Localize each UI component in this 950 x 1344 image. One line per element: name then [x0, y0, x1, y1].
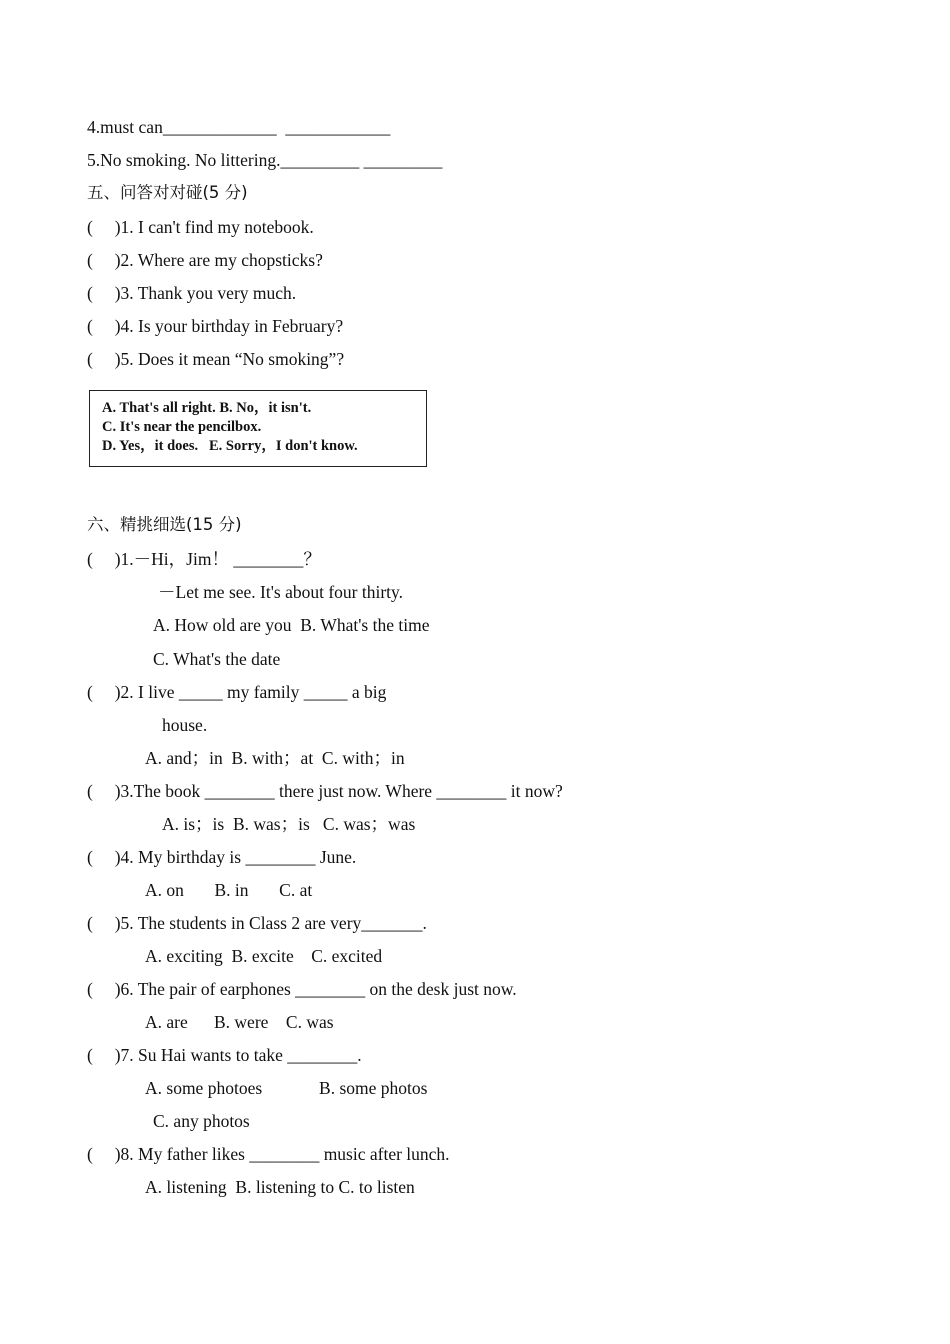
choice-q7-options-c: C. any photos [153, 1111, 250, 1131]
choice-q4-stem: ( )4. My birthday is ________ June. [87, 847, 357, 867]
answer-options-line-2: C. It's near the pencilbox. [102, 419, 262, 435]
fill-item-4: 4.must can_____________ ____________ [87, 117, 391, 137]
choice-q6-stem: ( )6. The pair of earphones ________ on the desk just now. [87, 979, 517, 999]
match-question-5: ( )5. Does it mean “No smoking”? [87, 349, 345, 369]
match-question-1: ( )1. I can't find my notebook. [87, 217, 314, 237]
choice-q1-reply: －Let me see. It's about four thirty. [158, 582, 404, 602]
match-question-4: ( )4. Is your birthday in February? [87, 316, 344, 336]
choice-q3-options: A. is；is B. was；is C. was；was [162, 814, 416, 834]
match-question-3: ( )3. Thank you very much. [87, 283, 297, 303]
choice-q1-options-c: C. What's the date [153, 649, 281, 669]
match-question-2: ( )2. Where are my chopsticks? [87, 250, 323, 270]
choice-q3-stem: ( )3.The book ________ there just now. Where ________ it now? [87, 781, 563, 801]
choice-q4-options: A. on B. in C. at [145, 880, 313, 900]
choice-q6-options: A. are B. were C. was [145, 1012, 334, 1032]
answer-options-line-3: D. Yes，it does. E. Sorry，I don't know. [102, 438, 358, 454]
answer-options-box [89, 390, 427, 467]
choice-q2-stem-cont: house. [162, 715, 208, 735]
choice-q1-stem: ( )1.－Hi，Jim！ ________？ [87, 549, 321, 569]
choice-q7-stem: ( )7. Su Hai wants to take ________. [87, 1045, 362, 1065]
choice-q1-options-a-b: A. How old are you B. What's the time [153, 615, 430, 635]
choice-q2-options: A. and；in B. with；at C. with；in [145, 748, 405, 768]
section5-heading: 五、问答对对碰(5 分) [87, 183, 248, 202]
answer-options-line-1: A. That's all right. B. No，it isn't. [102, 400, 312, 416]
fill-item-5: 5.No smoking. No littering._________ _________ [87, 150, 443, 170]
choice-q2-stem: ( )2. I live _____ my family _____ a big [87, 682, 387, 702]
choice-q5-stem: ( )5. The students in Class 2 are very_______. [87, 913, 427, 933]
section6-heading: 六、精挑细选(15 分) [87, 515, 242, 534]
choice-q8-stem: ( )8. My father likes ________ music after lunch. [87, 1144, 450, 1164]
choice-q8-options: A. listening B. listening to C. to listen [145, 1177, 415, 1197]
choice-q7-options-a-b: A. some photoes B. some photos [145, 1078, 428, 1098]
choice-q5-options: A. exciting B. excite C. excited [145, 946, 383, 966]
